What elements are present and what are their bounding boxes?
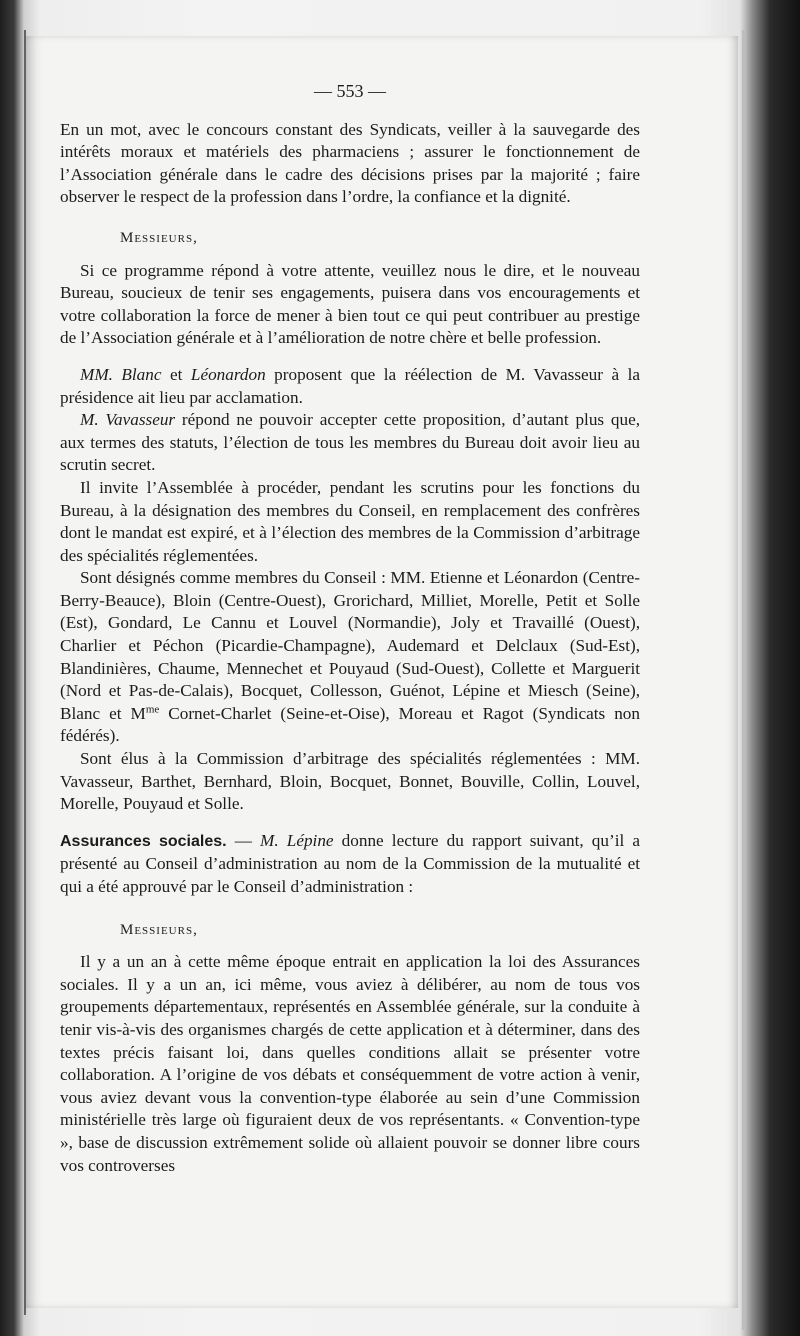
- paragraph-2: Si ce programme répond à votre attente, veuillez nous le dire, et le nouveau Bureau, soucieux de tenir ses engagements, puisera dans vos encouragements et votre collaboration la force de mener à bien tout ce qui peut contribuer au prestige de l’Association générale et à l’amélioration de notre chère et belle profession.: [60, 260, 640, 348]
- speaker-name: M. Vavasseur: [80, 410, 176, 430]
- paragraph-1: En un mot, avec le concours constant des Syndicats, veiller à la sauvegarde des intérêts moraux et matériels des pharmaciens ; assurer le fonctionnement de l’Association générale dans le cadre des décisions prises par la majorité ; faire observer le respect de la profession dans l’ordre, la confiance et la dignité.: [60, 119, 640, 207]
- connector: et: [161, 364, 191, 384]
- paragraph-5: Il invite l’Assemblée à procéder, pendant les scrutins pour les fonctions du Bureau, à la désignation des membres du Conseil, en remplacement des confrères dont le mandat est expiré, et à l’élection des membres de la Commission d’arbitrage des spécialités réglementées.: [60, 477, 640, 565]
- spacer: [60, 350, 640, 364]
- paragraph-9: Il y a un an à cette même époque entrait en application la loi des Assurances sociales. Il y a un an, ici même, vous aviez à délibérer, au nom de tous vos groupements départementaux, représentés en Assemblée générale, sur la conduite à tenir vis-à-vis des organismes chargés de cette application et à déterminer, dans des textes précis faisant loi, dans quelles conditions allait se présenter votre collaboration. A l’origine de vos débats et conséquemment de votre action à venir, vous aviez devant vous la convention-type élaborée au sein d’une Commission ministérielle très large où figuraient deux de vos représentants. « Convention-type », base de discussion extrêmement solide où allaient pouvoir se donner libre cours vos controverses: [60, 952, 640, 1175]
- paragraph-6: [60, 567, 640, 748]
- section-heading: Assurances sociales.: [60, 832, 227, 850]
- paragraph-4-text: répond ne pouvoir accepter cette proposition, d’autant plus que, aux termes des statuts, l’élection de tous les membres du Bureau doit avoir lieu au scrutin secret.: [60, 410, 641, 475]
- paragraph-3: [60, 364, 640, 409]
- salutation-2: Messieurs,: [120, 921, 198, 938]
- page-stack-edge: [742, 30, 746, 1330]
- salutation-1: Messieurs,: [120, 229, 198, 246]
- spacer: [60, 816, 640, 830]
- page-number: — 553 —: [314, 81, 386, 101]
- paragraph-8: [60, 830, 640, 899]
- council-list-a: Sont désignés comme membres du Conseil : MM. Etienne et Léonardon (Centre-Berry-Beauce), Bloin (Centre-Ouest), Grorichard, Milliet, Morelle, Petit et Solle (Est), Gondard, Le Cannu et Louvel (Normandie), Joly et Travaillé (Ouest), Charlier et Péchon (Picardie-Champagne), Audemard et Delclaux (Sud-Est), Blandinières, Chaume, Mennechet et Pouyaud (Sud-Ouest), Collette et Marguerit (Nord et Pas-de-Calais), Bocquet, Collesson, Guénot, Lépine et Miesch (Seine), Blanc et M: [60, 568, 640, 723]
- superscript: me: [145, 703, 160, 716]
- paragraph-8-text: donne lecture du rapport suivant, qu’il a présenté au Conseil d’administration au nom de la Commission de la mutualité et qui a été approuvé par le Conseil d’administration :: [60, 830, 640, 896]
- paragraph-4: [60, 409, 640, 477]
- paragraph-3-text: proposent que la réélection de M. Vavasseur à la présidence ait lieu par acclamation.: [60, 364, 640, 407]
- paragraph-7: Sont élus à la Commission d’arbitrage des spécialités réglementées : MM. Vavasseur, Barthet, Bernhard, Bloin, Bocquet, Bonnet, Bouville, Collin, Louvel, Morelle, Pouyaud et Solle.: [60, 749, 640, 814]
- speaker-name-2: Léonardon: [190, 364, 266, 384]
- em-dash: —: [226, 830, 261, 850]
- speaker-name: M. Lépine: [260, 830, 334, 850]
- speaker-names: MM. Blanc: [80, 364, 162, 384]
- council-list-b: Cornet-Charlet (Seine-et-Oise), Moreau et Ragot (Syndicats non fédérés).: [60, 703, 640, 746]
- page-text: [60, 80, 640, 1177]
